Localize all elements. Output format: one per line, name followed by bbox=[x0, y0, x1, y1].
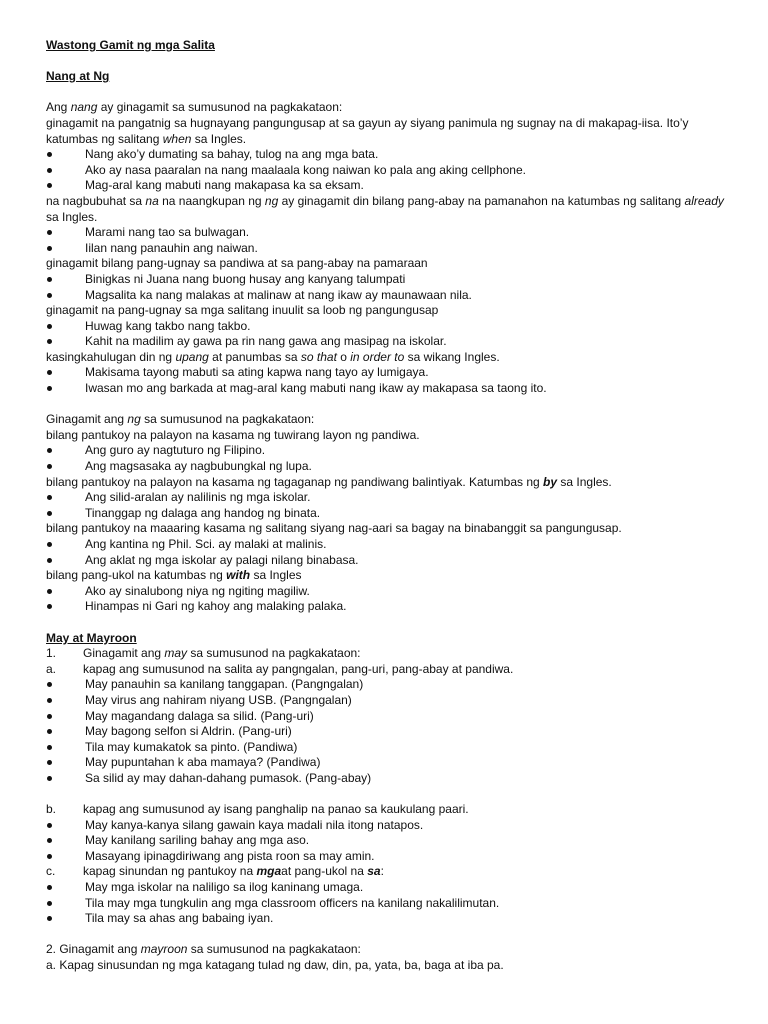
may-rule-1a: a. kapag ang sumusunod na salita ay pangngalan, pang-uri, pang-abay at pandiwa. bbox=[46, 661, 514, 676]
list-item: May mga iskolar na naliligo sa ilog kaninang umaga. bbox=[46, 880, 736, 896]
ng-rule-1: bilang pantukoy na palayon na kasama ng tuwirang layon ng pandiwa. bbox=[46, 427, 420, 442]
list-item: Tila may mga tungkulin ang mga classroom officers na kanilang nakalilimutan. bbox=[46, 896, 736, 912]
bullet-icon bbox=[47, 714, 52, 719]
list-item: Tila may kumakatok sa pinto. (Pandiwa) bbox=[46, 740, 736, 756]
nang-rule-2: na nagbubuhat sa na na naangkupan ng ng ay ginagamit din bilang pang-abay na pamanahon na katumbas ng salitang already sa Ingles. bbox=[46, 193, 724, 224]
list-item: Ang magsasaka ay nagbubungkal ng lupa. bbox=[46, 459, 736, 475]
bullet-icon bbox=[47, 324, 52, 329]
bullet-icon bbox=[47, 152, 52, 157]
bullet-icon bbox=[47, 604, 52, 609]
list-item: Ako ay nasa paaralan na nang maalaala kong naiwan ko pala ang aking cellphone. bbox=[46, 163, 736, 179]
list-item: Ang aklat ng mga iskolar ay palagi nilang binabasa. bbox=[46, 553, 736, 569]
list-item: May virus ang nahiram niyang USB. (Pangngalan) bbox=[46, 693, 736, 709]
list-item: Marami nang tao sa bulwagan. bbox=[46, 225, 736, 241]
list-item: Makisama tayong mabuti sa ating kapwa nang tayo ay lumigaya. bbox=[46, 365, 736, 381]
bullet-icon bbox=[47, 386, 52, 391]
list-item: Ako ay sinalubong niya ng ngiting magiliw. bbox=[46, 584, 736, 600]
may-rule-1c: c. kapag sinundan ng pantukoy na mgaat pang-ukol na sa: bbox=[46, 864, 384, 879]
may-examples-c bbox=[46, 880, 736, 927]
bullet-icon bbox=[47, 823, 52, 828]
list-item: Iilan nang panauhin ang naiwan. bbox=[46, 241, 736, 257]
bullet-icon bbox=[47, 682, 52, 687]
may-examples-a bbox=[46, 677, 736, 786]
ng-examples-2 bbox=[46, 490, 736, 521]
list-item: Mag-aral kang mabuti nang makapasa ka sa eksam. bbox=[46, 178, 736, 194]
list-item: May kanya-kanya silang gawain kaya madali nila itong natapos. bbox=[46, 818, 736, 834]
bullet-icon bbox=[47, 370, 52, 375]
nang-examples-5 bbox=[46, 365, 736, 396]
bullet-icon bbox=[47, 745, 52, 750]
bullet-icon bbox=[47, 776, 52, 781]
bullet-icon bbox=[47, 542, 52, 547]
nang-examples-2 bbox=[46, 225, 736, 256]
bullet-icon bbox=[47, 339, 52, 344]
ng-rule-2: bilang pantukoy na palayon na kasama ng tagaganap ng pandiwang balintiyak. Katumbas ng by sa Ingles. bbox=[46, 474, 612, 489]
bullet-icon bbox=[47, 558, 52, 563]
bullet-icon bbox=[47, 901, 52, 906]
list-item: Hinampas ni Gari ng kahoy ang malaking palaka. bbox=[46, 599, 736, 615]
bullet-icon bbox=[47, 916, 52, 921]
list-item: Magsalita ka nang malakas at malinaw at nang ikaw ay maunawaan nila. bbox=[46, 288, 736, 304]
bullet-icon bbox=[47, 589, 52, 594]
list-item: Ang silid-aralan ay nalilinis ng mga iskolar. bbox=[46, 490, 736, 506]
section-heading-nang-at-ng: Nang at Ng bbox=[46, 69, 110, 84]
list-item: Huwag kang takbo nang takbo. bbox=[46, 319, 736, 335]
nang-examples-1 bbox=[46, 147, 736, 194]
nang-rule-1: ginagamit na pangatnig sa hugnayang pangungusap at sa gayun ay siyang panimula ng sugnay na di makapag-iisa. Ito’y katumbas ng salitang when sa Ingles. bbox=[46, 115, 689, 146]
list-item: Tinanggap ng dalaga ang handog ng binata. bbox=[46, 506, 736, 522]
bullet-icon bbox=[47, 464, 52, 469]
bullet-icon bbox=[47, 838, 52, 843]
bullet-icon bbox=[47, 729, 52, 734]
document-title: Wastong Gamit ng mga Salita bbox=[46, 38, 215, 52]
bullet-icon bbox=[47, 511, 52, 516]
bullet-icon bbox=[47, 885, 52, 890]
bullet-icon bbox=[47, 246, 52, 251]
list-item: May panauhin sa kanilang tanggapan. (Pangngalan) bbox=[46, 677, 736, 693]
bullet-icon bbox=[47, 168, 52, 173]
section-heading-may-at-mayroon: May at Mayroon bbox=[46, 630, 137, 645]
may-rule-1b: b. kapag ang sumusunod ay isang panghalip na panao sa kaukulang paari. bbox=[46, 802, 469, 817]
nang-rule-4: ginagamit na pang-ugnay sa mga salitang inuulit sa loob ng pangungusap bbox=[46, 303, 439, 318]
ng-rule-4: bilang pang-ukol na katumbas ng with sa Ingles bbox=[46, 568, 302, 583]
ng-examples-3 bbox=[46, 537, 736, 568]
nang-examples-3 bbox=[46, 272, 736, 303]
nang-rule-5: kasingkahulugan din ng upang at panumbas sa so that o in order to sa wikang Ingles. bbox=[46, 349, 500, 364]
mayroon-rule-2a: a. Kapag sinusundan ng mga katagang tulad ng daw, din, pa, yata, ba, baga at iba pa. bbox=[46, 958, 504, 973]
bullet-icon bbox=[47, 495, 52, 500]
list-item: Ang kantina ng Phil. Sci. ay malaki at malinis. bbox=[46, 537, 736, 553]
mayroon-rule-2: 2. Ginagamit ang mayroon sa sumusunod na pagkakataon: bbox=[46, 942, 361, 957]
nang-examples-4 bbox=[46, 319, 736, 350]
bullet-icon bbox=[47, 448, 52, 453]
bullet-icon bbox=[47, 277, 52, 282]
list-item: Nang ako’y dumating sa bahay, tulog na ang mga bata. bbox=[46, 147, 736, 163]
may-rule-1: 1. Ginagamit ang may sa sumusunod na pagkakataon: bbox=[46, 646, 361, 661]
bullet-icon bbox=[47, 854, 52, 859]
bullet-icon bbox=[47, 183, 52, 188]
bullet-icon bbox=[47, 230, 52, 235]
list-item: May bagong selfon si Aldrin. (Pang-uri) bbox=[46, 724, 736, 740]
list-item: May magandang dalaga sa silid. (Pang-uri) bbox=[46, 709, 736, 725]
list-item: Tila may sa ahas ang babaing iyan. bbox=[46, 911, 736, 927]
nang-intro: Ang nang ay ginagamit sa sumusunod na pagkakataon: bbox=[46, 100, 343, 115]
list-item: Masayang ipinagdiriwang ang pista roon sa may amin. bbox=[46, 849, 736, 865]
ng-examples-1 bbox=[46, 443, 736, 474]
bullet-icon bbox=[47, 698, 52, 703]
list-item: May kanilang sariling bahay ang mga aso. bbox=[46, 833, 736, 849]
nang-rule-3: ginagamit bilang pang-ugnay sa pandiwa at sa pang-abay na pamaraan bbox=[46, 256, 428, 271]
bullet-icon bbox=[47, 760, 52, 765]
document-page bbox=[46, 38, 736, 974]
may-examples-b bbox=[46, 818, 736, 865]
list-item: Ang guro ay nagtuturo ng Filipino. bbox=[46, 443, 736, 459]
ng-examples-4 bbox=[46, 584, 736, 615]
list-item: Kahit na madilim ay gawa pa rin nang gawa ang masipag na iskolar. bbox=[46, 334, 736, 350]
list-item: Iwasan mo ang barkada at mag-aral kang mabuti nang ikaw ay makapasa sa taong ito. bbox=[46, 381, 736, 397]
list-item: May pupuntahan k aba mamaya? (Pandiwa) bbox=[46, 755, 736, 771]
ng-intro: Ginagamit ang ng sa sumusunod na pagkakataon: bbox=[46, 412, 315, 427]
list-item: Sa silid ay may dahan-dahang pumasok. (Pang-abay) bbox=[46, 771, 736, 787]
ng-rule-3: bilang pantukoy na maaaring kasama ng salitang siyang nag-aari sa bagay na binabanggit sa pangungusap. bbox=[46, 521, 622, 536]
list-item: Binigkas ni Juana nang buong husay ang kanyang talumpati bbox=[46, 272, 736, 288]
bullet-icon bbox=[47, 293, 52, 298]
